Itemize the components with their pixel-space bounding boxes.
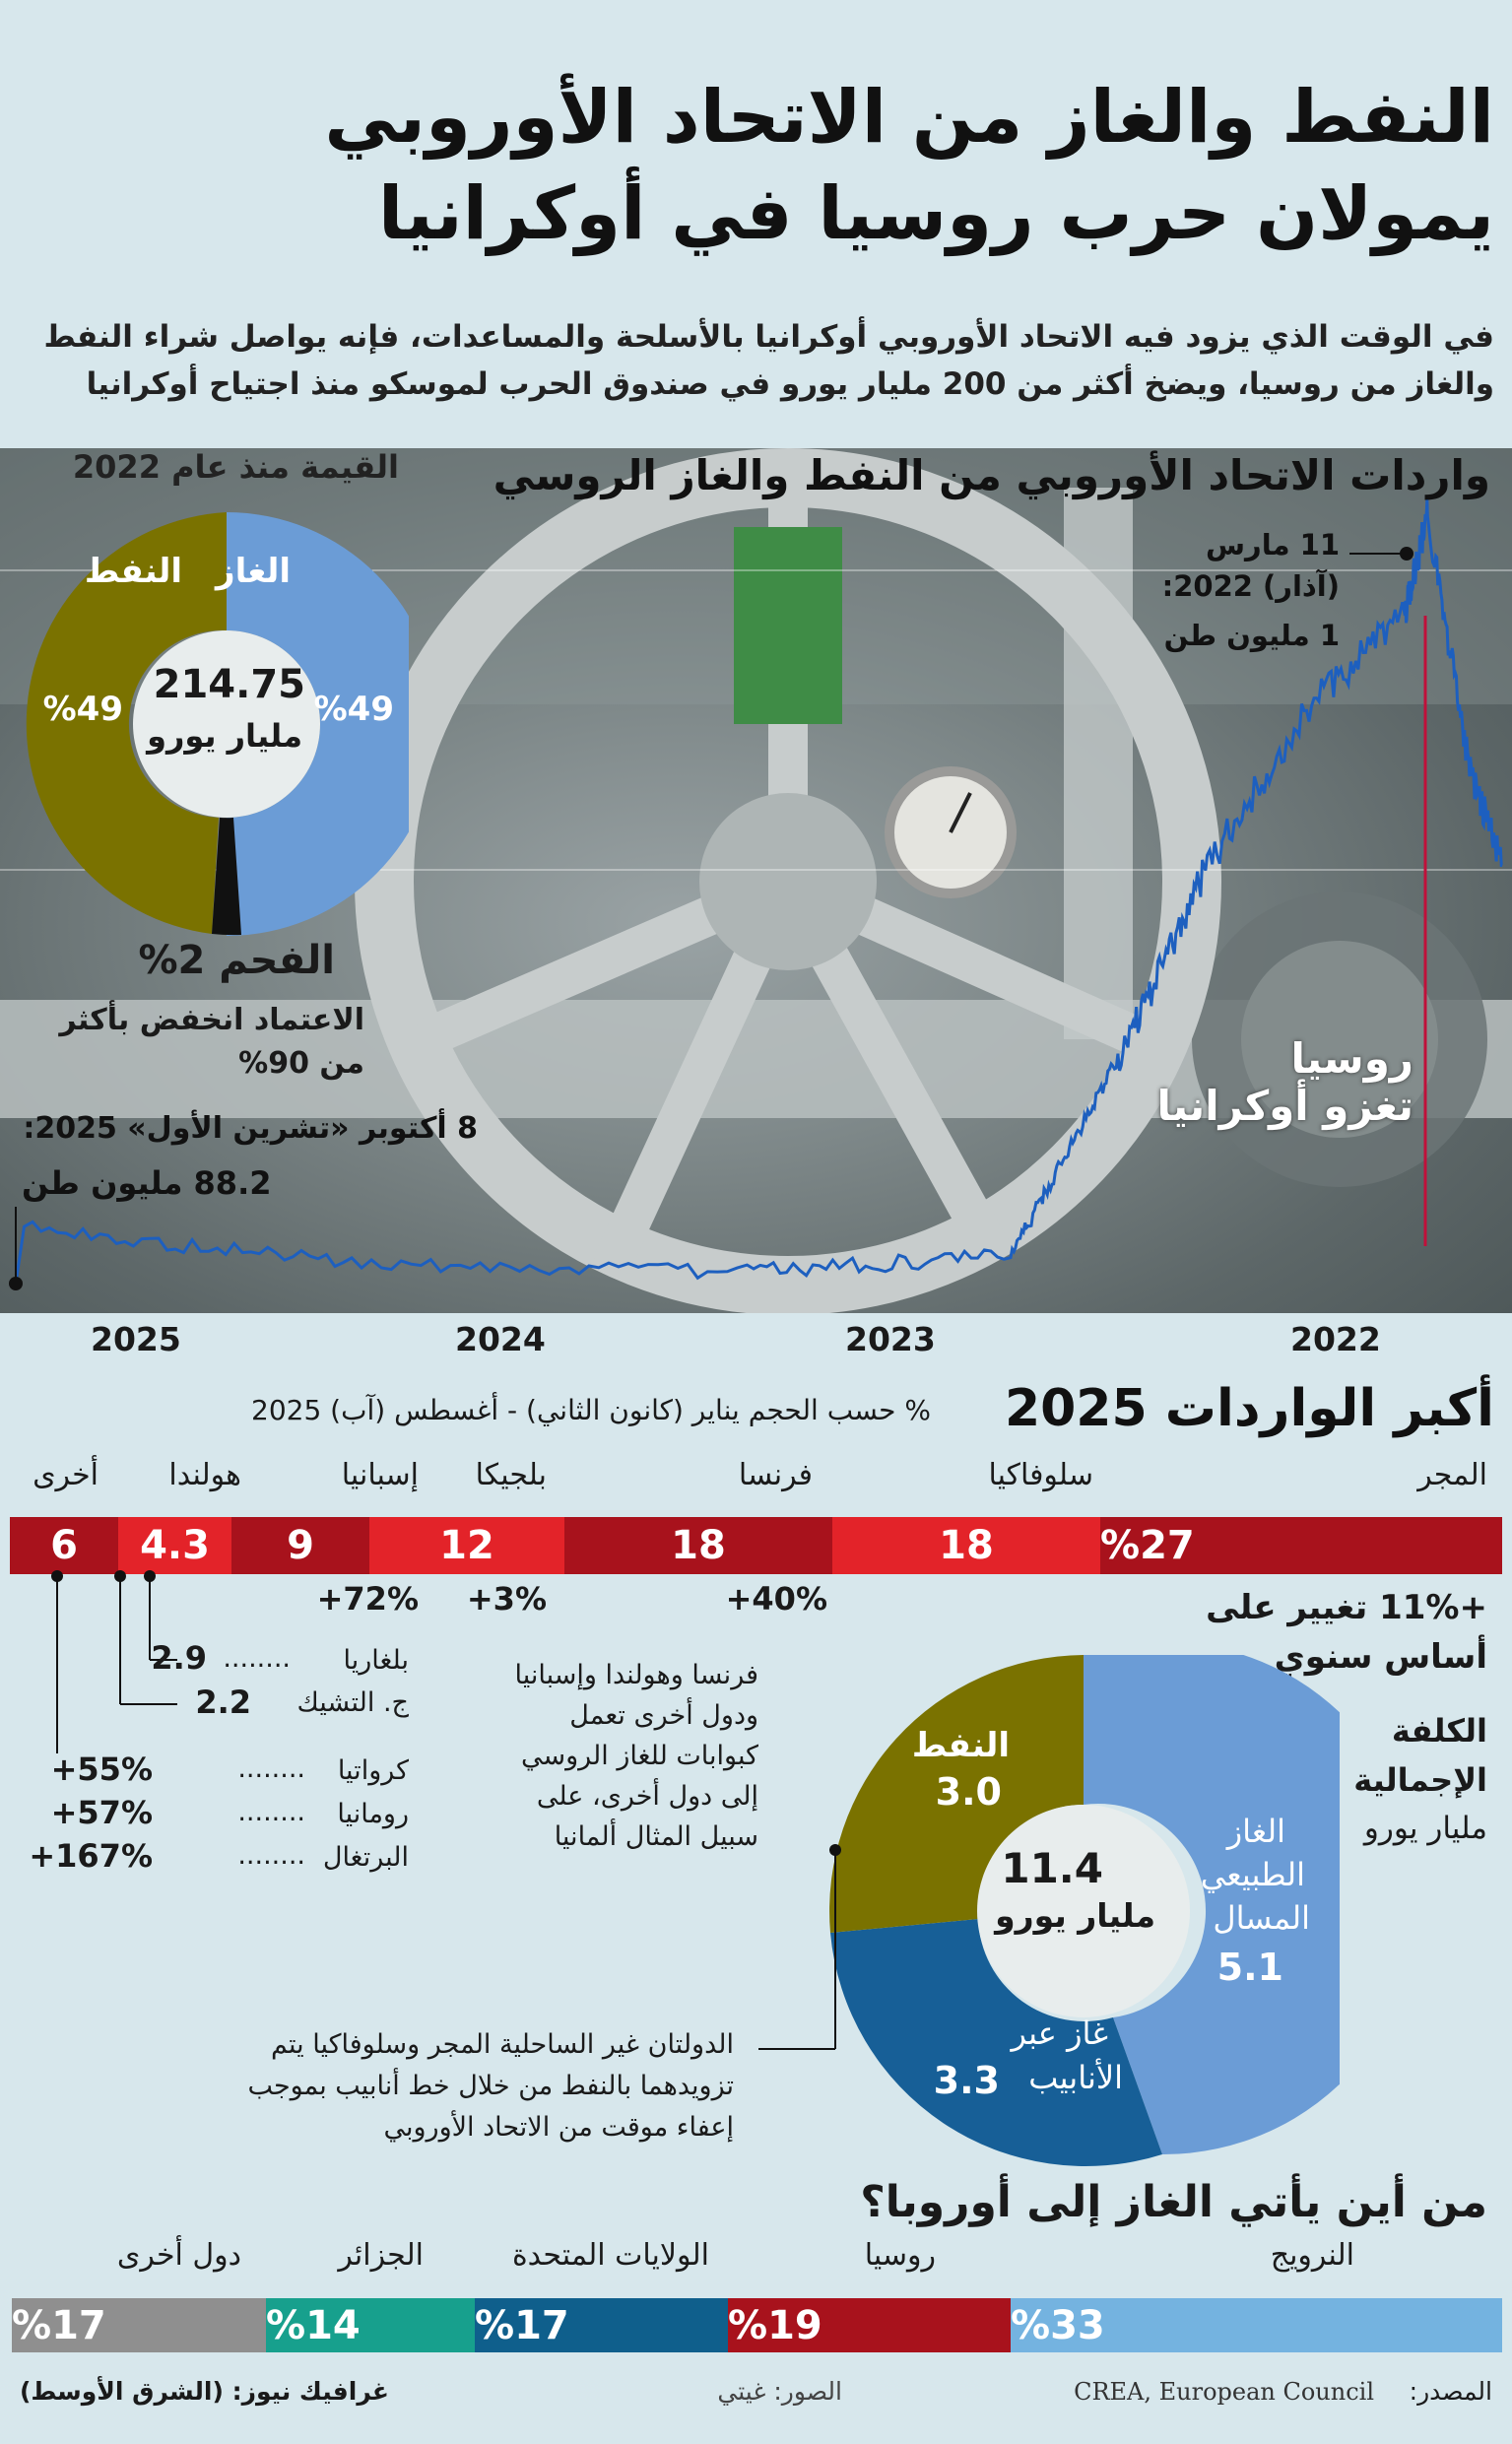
cost-lng-value: 5.1 [1216, 1946, 1283, 1989]
change-france: +40% [725, 1580, 827, 1618]
country-belgium: بلجيكا [475, 1458, 547, 1492]
value-center-value: 214.75 [153, 662, 305, 707]
seg-other: 6 [10, 1517, 118, 1574]
footer-photos: الصور: غيتي [717, 2377, 842, 2406]
page-title [115, 69, 1494, 262]
source-label-norway: النرويج [1270, 2238, 1354, 2273]
value-center-unit: مليار يورو [147, 717, 302, 755]
gateway-note [463, 1655, 758, 1857]
portugal-dots: ........ [237, 1840, 305, 1871]
peak-note-3: 1 مليون طن [1163, 619, 1340, 652]
cost-pipe-value: 3.3 [933, 2059, 1000, 2102]
cost-lng-label-1: الغاز [1226, 1813, 1285, 1850]
intro-line-1: في الوقت الذي يزود فيه الاتحاد الأوروبي أوكرانيا بالأسلحة والمساعدات، فإنه يواصل شراء النفط [43, 319, 1494, 355]
cost-lng-label-3: المسال [1213, 1899, 1310, 1937]
year-label-2025: 2025 [91, 1320, 181, 1358]
gateway-note-2: ودول أخرى تعمل [569, 1700, 758, 1731]
czech-label: ج. التشيك [296, 1687, 409, 1718]
footer-source: CREA, European Council [1074, 2378, 1374, 2406]
croatia-label: كرواتيا [337, 1755, 409, 1786]
yoy-line-2: أساس سنوي [1274, 1637, 1487, 1677]
romania-dots: ........ [237, 1797, 305, 1827]
bulgaria-dots: ........ [223, 1643, 291, 1674]
gateway-note-4: إلى دول أخرى، على [536, 1781, 758, 1812]
portugal-label: البرتغال [322, 1842, 409, 1873]
source-label-algeria: الجزائر [338, 2238, 424, 2273]
pipeline-note-3: إعفاء موقت من الاتحاد الأوروبي [383, 2112, 734, 2143]
country-hungary: المجر [1417, 1458, 1487, 1492]
croatia-value: +55% [50, 1750, 153, 1788]
change-belgium: +3% [466, 1580, 547, 1618]
yoy-line-1: +11% تغيير على [1206, 1588, 1487, 1627]
coal-label: الفحم 2% [138, 938, 335, 983]
year-label-2023: 2023 [845, 1320, 936, 1358]
footer-credit: غرافيك نيوز: (الشرق الأوسط) [19, 2377, 389, 2406]
pipeline-note-2: تزويدهما بالنفط من خلال خط أنابيب بموجب [247, 2071, 734, 2101]
czech-value: 2.2 [195, 1684, 251, 1721]
invasion-label-1: روسيا [1290, 1034, 1413, 1083]
source-seg-usa: %17 [475, 2298, 728, 2352]
country-other: أخرى [33, 1458, 99, 1492]
value-oil-label: النفط [84, 552, 182, 591]
gateway-note-1: فرنسا وهولندا وإسبانيا [514, 1660, 758, 1690]
year-label-2024: 2024 [455, 1320, 546, 1358]
cost-title-3: مليار يورو [1363, 1811, 1487, 1846]
year-label-2022: 2022 [1290, 1320, 1381, 1358]
country-france: فرنسا [738, 1458, 813, 1492]
largest-imports-subtitle: % حسب الحجم يناير (كانون الثاني) - أغسطس (آب) 2025 [251, 1394, 931, 1426]
invasion-label-2: تغزو أوكرانيا [1156, 1082, 1413, 1130]
cost-center-unit: مليار يورو [995, 1896, 1155, 1935]
gateway-note-5: سبيل المثال ألمانيا [554, 1821, 758, 1852]
seg-netherlands: 4.3 [118, 1517, 231, 1574]
pipeline-note-connector [749, 1842, 857, 2069]
country-spain: إسبانيا [341, 1458, 419, 1492]
country-netherlands: هولندا [168, 1458, 241, 1492]
bulgaria-value: 2.9 [151, 1639, 207, 1677]
value-gas-label: الغاز [216, 552, 291, 591]
cost-oil-label: النفط [911, 1726, 1010, 1765]
intro-line-2: والغاز من روسيا، ويضخ أكثر من 200 مليار يورو في صندوق الحرب لموسكو منذ اجتياح أوكرانيا [86, 366, 1494, 402]
peak-note-1: 11 مارس [1205, 528, 1340, 561]
end-note-1: 8 أكتوبر «تشرين الأول» 2025: [23, 1111, 478, 1146]
croatia-dots: ........ [237, 1753, 305, 1784]
intro-text [17, 313, 1494, 408]
gas-sources-title: من أين يأتي الغاز إلى أوروبا؟ [860, 2177, 1487, 2227]
coal-note-1: الاعتماد انخفض بأكثر [59, 1003, 364, 1037]
source-label-russia: روسيا [864, 2238, 936, 2273]
source-label-usa: الولايات المتحدة [511, 2238, 709, 2273]
cost-pipe-label-1: غاز عبر [1011, 2015, 1108, 2052]
source-seg-algeria: %14 [266, 2298, 475, 2352]
gas-sources-bar [12, 2298, 1502, 2352]
seg-slovakia: 18 [832, 1517, 1100, 1574]
cost-lng-label-2: الطبيعي [1200, 1856, 1305, 1893]
footer-source-label: المصدر: [1409, 2377, 1492, 2406]
value-oil-pct: %49 [42, 690, 123, 729]
cost-oil-value: 3.0 [935, 1770, 1002, 1814]
country-slovakia: سلوفاكيا [988, 1458, 1093, 1492]
romania-value: +57% [50, 1794, 153, 1831]
romania-label: رومانيا [337, 1799, 409, 1829]
source-seg-russia: %19 [728, 2298, 1011, 2352]
value-gas-pct: %49 [313, 690, 394, 729]
value-donut-title: القيمة منذ عام 2022 [72, 448, 399, 486]
largest-imports-title: أكبر الواردات 2025 [1004, 1379, 1494, 1438]
change-netherlands: +72% [316, 1580, 419, 1618]
source-seg-other: %17 [12, 2298, 266, 2352]
source-label-other: دول أخرى [116, 2238, 241, 2273]
seg-belgium: 12 [369, 1517, 564, 1574]
cost-title-2: الإجمالية [1353, 1761, 1487, 1799]
title-line-2: يمولان حرب روسيا في أوكرانيا [377, 171, 1494, 256]
imports-chart-title: واردات الاتحاد الأوروبي من النفط والغاز الروسي [493, 451, 1490, 499]
seg-france: 18 [564, 1517, 832, 1574]
title-line-1: النفط والغاز من الاتحاد الأوروبي [324, 75, 1494, 160]
gateway-note-3: كبوابات للغاز الروسي [520, 1741, 758, 1771]
end-note-2: 88.2 مليون طن [22, 1164, 272, 1202]
pipeline-note [25, 2024, 734, 2148]
cost-center-value: 11.4 [1001, 1844, 1103, 1892]
cost-pipe-label-2: الأنابيب [1028, 2059, 1123, 2096]
peak-note-2: (آذار) 2022: [1161, 569, 1340, 603]
portugal-value: +167% [29, 1837, 153, 1875]
seg-spain: 9 [231, 1517, 369, 1574]
seg-hungary: %27 [1100, 1517, 1502, 1574]
cost-title-1: الكلفة [1391, 1712, 1487, 1750]
coal-note-2: من 90% [238, 1046, 364, 1081]
bulgaria-label: بلغاريا [343, 1645, 409, 1676]
source-seg-norway: %33 [1011, 2298, 1502, 2352]
pipeline-note-1: الدولتان غير الساحلية المجر وسلوفاكيا يتم [271, 2029, 734, 2060]
